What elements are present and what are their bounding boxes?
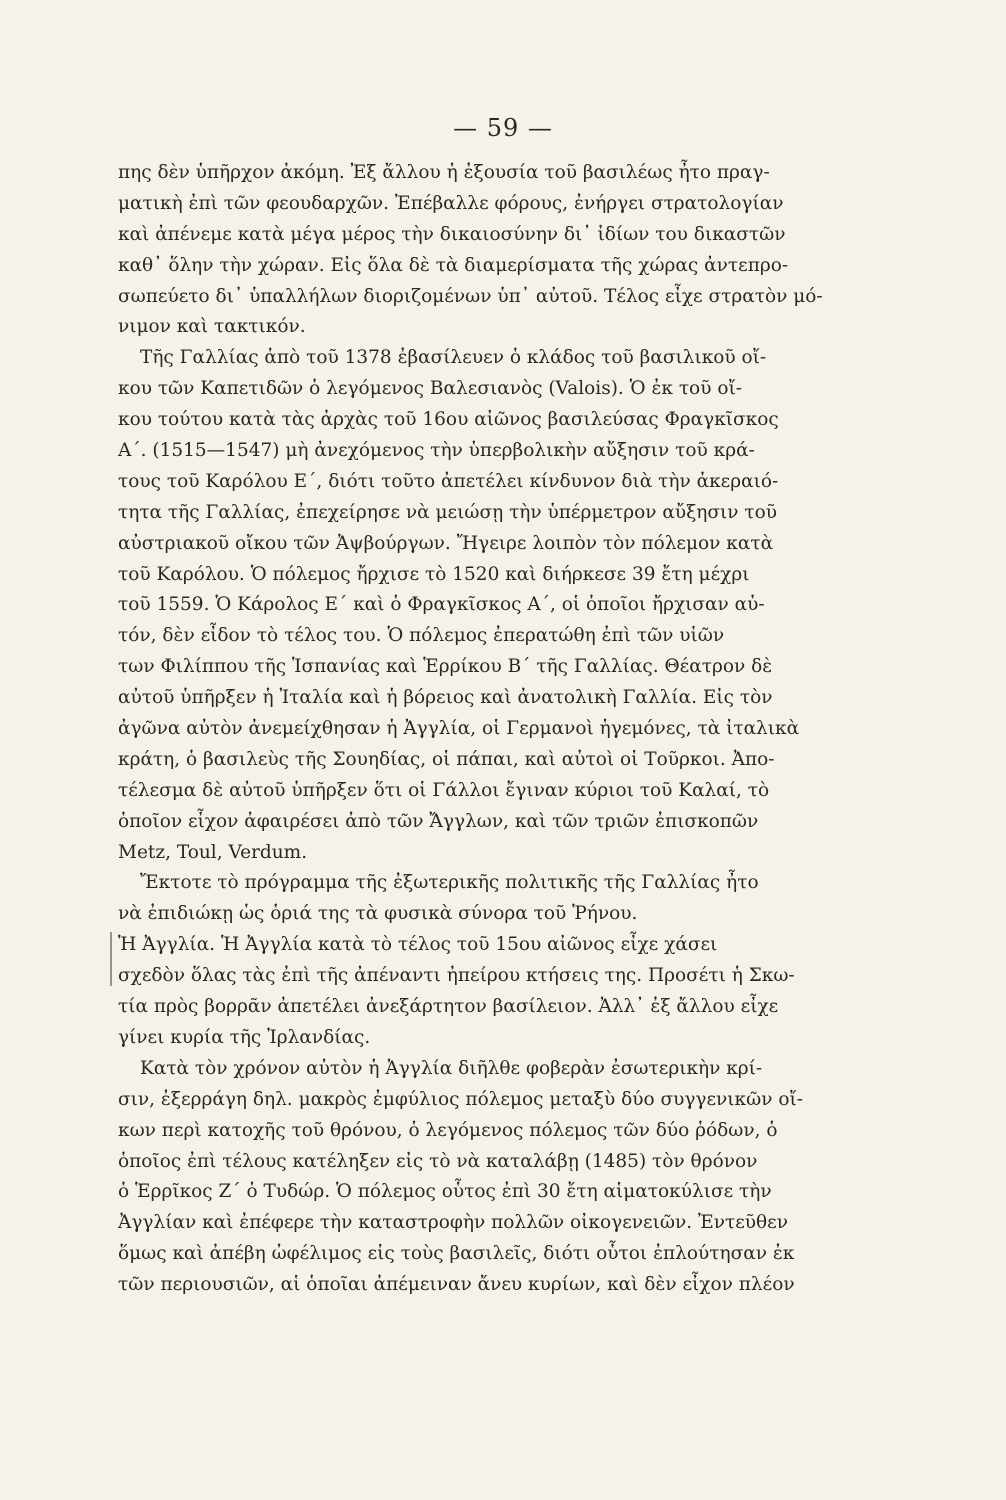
text-line: κου τούτου κατὰ τὰς ἀρχὰς τοῦ 16ου αἰῶνος βασιλεύσας Φραγκῖσκος (118, 409, 779, 431)
text-line: γίνει κυρία τῆς Ἰρλανδίας. (118, 1026, 371, 1048)
page-number: — 59 — (453, 114, 553, 142)
text-line: πης δὲν ὑπῆρχον ἀκόμη. Ἐξ ἄλλου ἡ ἐξουσία τοῦ βασιλέως ἦτο πραγ- (118, 162, 770, 183)
text-line: κράτη, ὁ βασιλεὺς τῆς Σουηδίας, οἱ πάπαι, καὶ αὐτοὶ οἱ Τοῦρκοι. Ἀπο- (118, 748, 775, 770)
text-line: τέλεσμα δὲ αὐτοῦ ὑπῆρξεν ὅτι οἱ Γάλλοι ἔγιναν κύριοι τοῦ Καλαί, τὸ (118, 779, 770, 801)
text-line: καθ᾽ ὅλην τὴν χώραν. Εἰς ὅλα δὲ τὰ διαμερίσματα τῆς χώρας ἀντεπρο- (118, 254, 789, 276)
text-line: τους τοῦ Καρόλου Ε΄, διότι τοῦτο ἀπετέλει κίνδυνον διὰ τὴν ἀκεραιό- (118, 470, 779, 492)
text-line: νιμον καὶ τακτικόν. (118, 316, 306, 338)
text-line: σιν, ἐξερράγη δηλ. μακρὸς ἐμφύλιος πόλεμος μεταξὺ δύο συγγενικῶν οἴ- (118, 1088, 803, 1110)
text-line: ἀγῶνα αὐτὸν ἀνεμείχθησαν ἡ Ἀγγλία, οἱ Γερμανοὶ ἡγεμόνες, τὰ ἰταλικὰ (118, 718, 800, 740)
body-text (118, 158, 898, 1301)
text-line: ὁ Ἑρρῖκος Ζ΄ ὁ Τυδώρ. Ὁ πόλεμος οὗτος ἐπὶ 30 ἔτη αἱματοκύλισε τὴν (118, 1181, 772, 1203)
text-line: ματικὴ ἐπὶ τῶν φεουδαρχῶν. Ἐπέβαλλε φόρους, ἐνήργει στρατολογίαν (118, 192, 784, 214)
text-line: αὐτοῦ ὑπῆρξεν ἡ Ἰταλία καὶ ἡ βόρειος καὶ ἀνατολικὴ Γαλλία. Εἰς τὸν (118, 687, 773, 709)
text-line: σωπεύετο δι᾽ ὑπαλλήλων διοριζομένων ὑπ᾽ αὐτοῦ. Τέλος εἶχε στρατὸν μό- (118, 285, 823, 307)
text-line: σχεδὸν ὅλας τὰς ἐπὶ τῆς ἀπέναντι ἠπείρου κτήσεις της. Προσέτι ἡ Σκω- (118, 965, 795, 987)
margin-rule (110, 932, 112, 986)
text-line: κου τῶν Καπετιδῶν ὁ λεγόμενος Βαλεσιανὸς (Valois). Ὁ ἐκ τοῦ οἴ- (118, 378, 742, 400)
section-heading-line: Ἡ Ἀγγλία. Ἡ Ἀγγλία κατὰ τὸ τέλος τοῦ 15ου αἰῶνος εἶχε χάσει (118, 934, 718, 956)
text-line: κων περὶ κατοχῆς τοῦ θρόνου, ὁ λεγόμενος πόλεμος τῶν δύο ῥόδων, ὁ (118, 1119, 778, 1141)
text-line: Κατὰ τὸν χρόνον αὐτὸν ἡ Ἀγγλία διῆλθε φοβερὰν ἐσωτερικὴν κρί- (140, 1057, 763, 1079)
text-line: Τῆς Γαλλίας ἀπὸ τοῦ 1378 ἐβασίλευεν ὁ κλάδος τοῦ βασιλικοῦ οἴ- (140, 347, 767, 369)
text-line: Metz, Toul, Verdum. (118, 841, 308, 863)
text-line: ὁποῖον εἶχον ἀφαιρέσει ἀπὸ τῶν Ἄγγλων, καὶ τῶν τριῶν ἐπισκοπῶν (118, 810, 759, 832)
text-line: τοῦ 1559. Ὁ Κάρολος Ε΄ καὶ ὁ Φραγκῖσκος Α΄, οἱ ὁποῖοι ἤρχισαν αὐ- (118, 594, 765, 616)
text-line: Ἔκτοτε τὸ πρόγραμμα τῆς ἐξωτερικῆς πολιτικῆς τῆς Γαλλίας ἦτο (140, 872, 759, 894)
text-line: ὁποῖος ἐπὶ τέλους κατέληξεν εἰς τὸ νὰ καταλάβῃ (1485) τὸν θρόνον (118, 1150, 758, 1172)
text-line: Α΄. (1515—1547) μὴ ἀνεχόμενος τὴν ὑπερβολικὴν αὔξησιν τοῦ κρά- (118, 440, 755, 462)
text-line: καὶ ἀπένεμε κατὰ μέγα μέρος τὴν δικαιοσύνην δι᾽ ἰδίων του δικαστῶν (118, 223, 786, 245)
text-line: ὅμως καὶ ἀπέβη ὠφέλιμος εἰς τοὺς βασιλεῖς, διότι οὗτοι ἐπλούτησαν ἐκ (118, 1243, 795, 1265)
text-line: τία πρὸς βορρᾶν ἀπετέλει ἀνεξάρτητον βασίλειον. Ἀλλ᾽ ἐξ ἄλλου εἶχε (118, 996, 779, 1018)
text-line: Ἀγγλίαν καὶ ἐπέφερε τὴν καταστροφὴν πολλῶν οἰκογενειῶν. Ἐντεῦθεν (118, 1212, 789, 1234)
text-line: τητα τῆς Γαλλίας, ἐπεχείρησε νὰ μειώσῃ τὴν ὑπέρμετρον αὔξησιν τοῦ (118, 501, 777, 523)
text-line: τῶν περιουσιῶν, αἱ ὁποῖαι ἀπέμειναν ἄνευ κυρίων, καὶ δὲν εἶχον πλέον (118, 1274, 795, 1296)
text-line: αὐστριακοῦ οἴκου τῶν Ἀψβούργων. Ἤγειρε λοιπὸν τὸν πόλεμον κατὰ (118, 532, 774, 554)
text-line: τόν, δὲν εἶδον τὸ τέλος του. Ὁ πόλεμος ἐπερατώθη ἐπὶ τῶν υἱῶν (118, 625, 725, 647)
text-line: νὰ ἐπιδιώκῃ ὡς ὁριά της τὰ φυσικὰ σύνορα τοῦ Ῥήνου. (118, 903, 638, 925)
text-line: τοῦ Καρόλου. Ὁ πόλεμος ἤρχισε τὸ 1520 καὶ διήρκεσε 39 ἔτη μέχρι (118, 563, 750, 585)
text-line: των Φιλίππου τῆς Ἱσπανίας καὶ Ἑρρίκου Β΄ τῆς Γαλλίας. Θέατρον δὲ (118, 656, 773, 678)
